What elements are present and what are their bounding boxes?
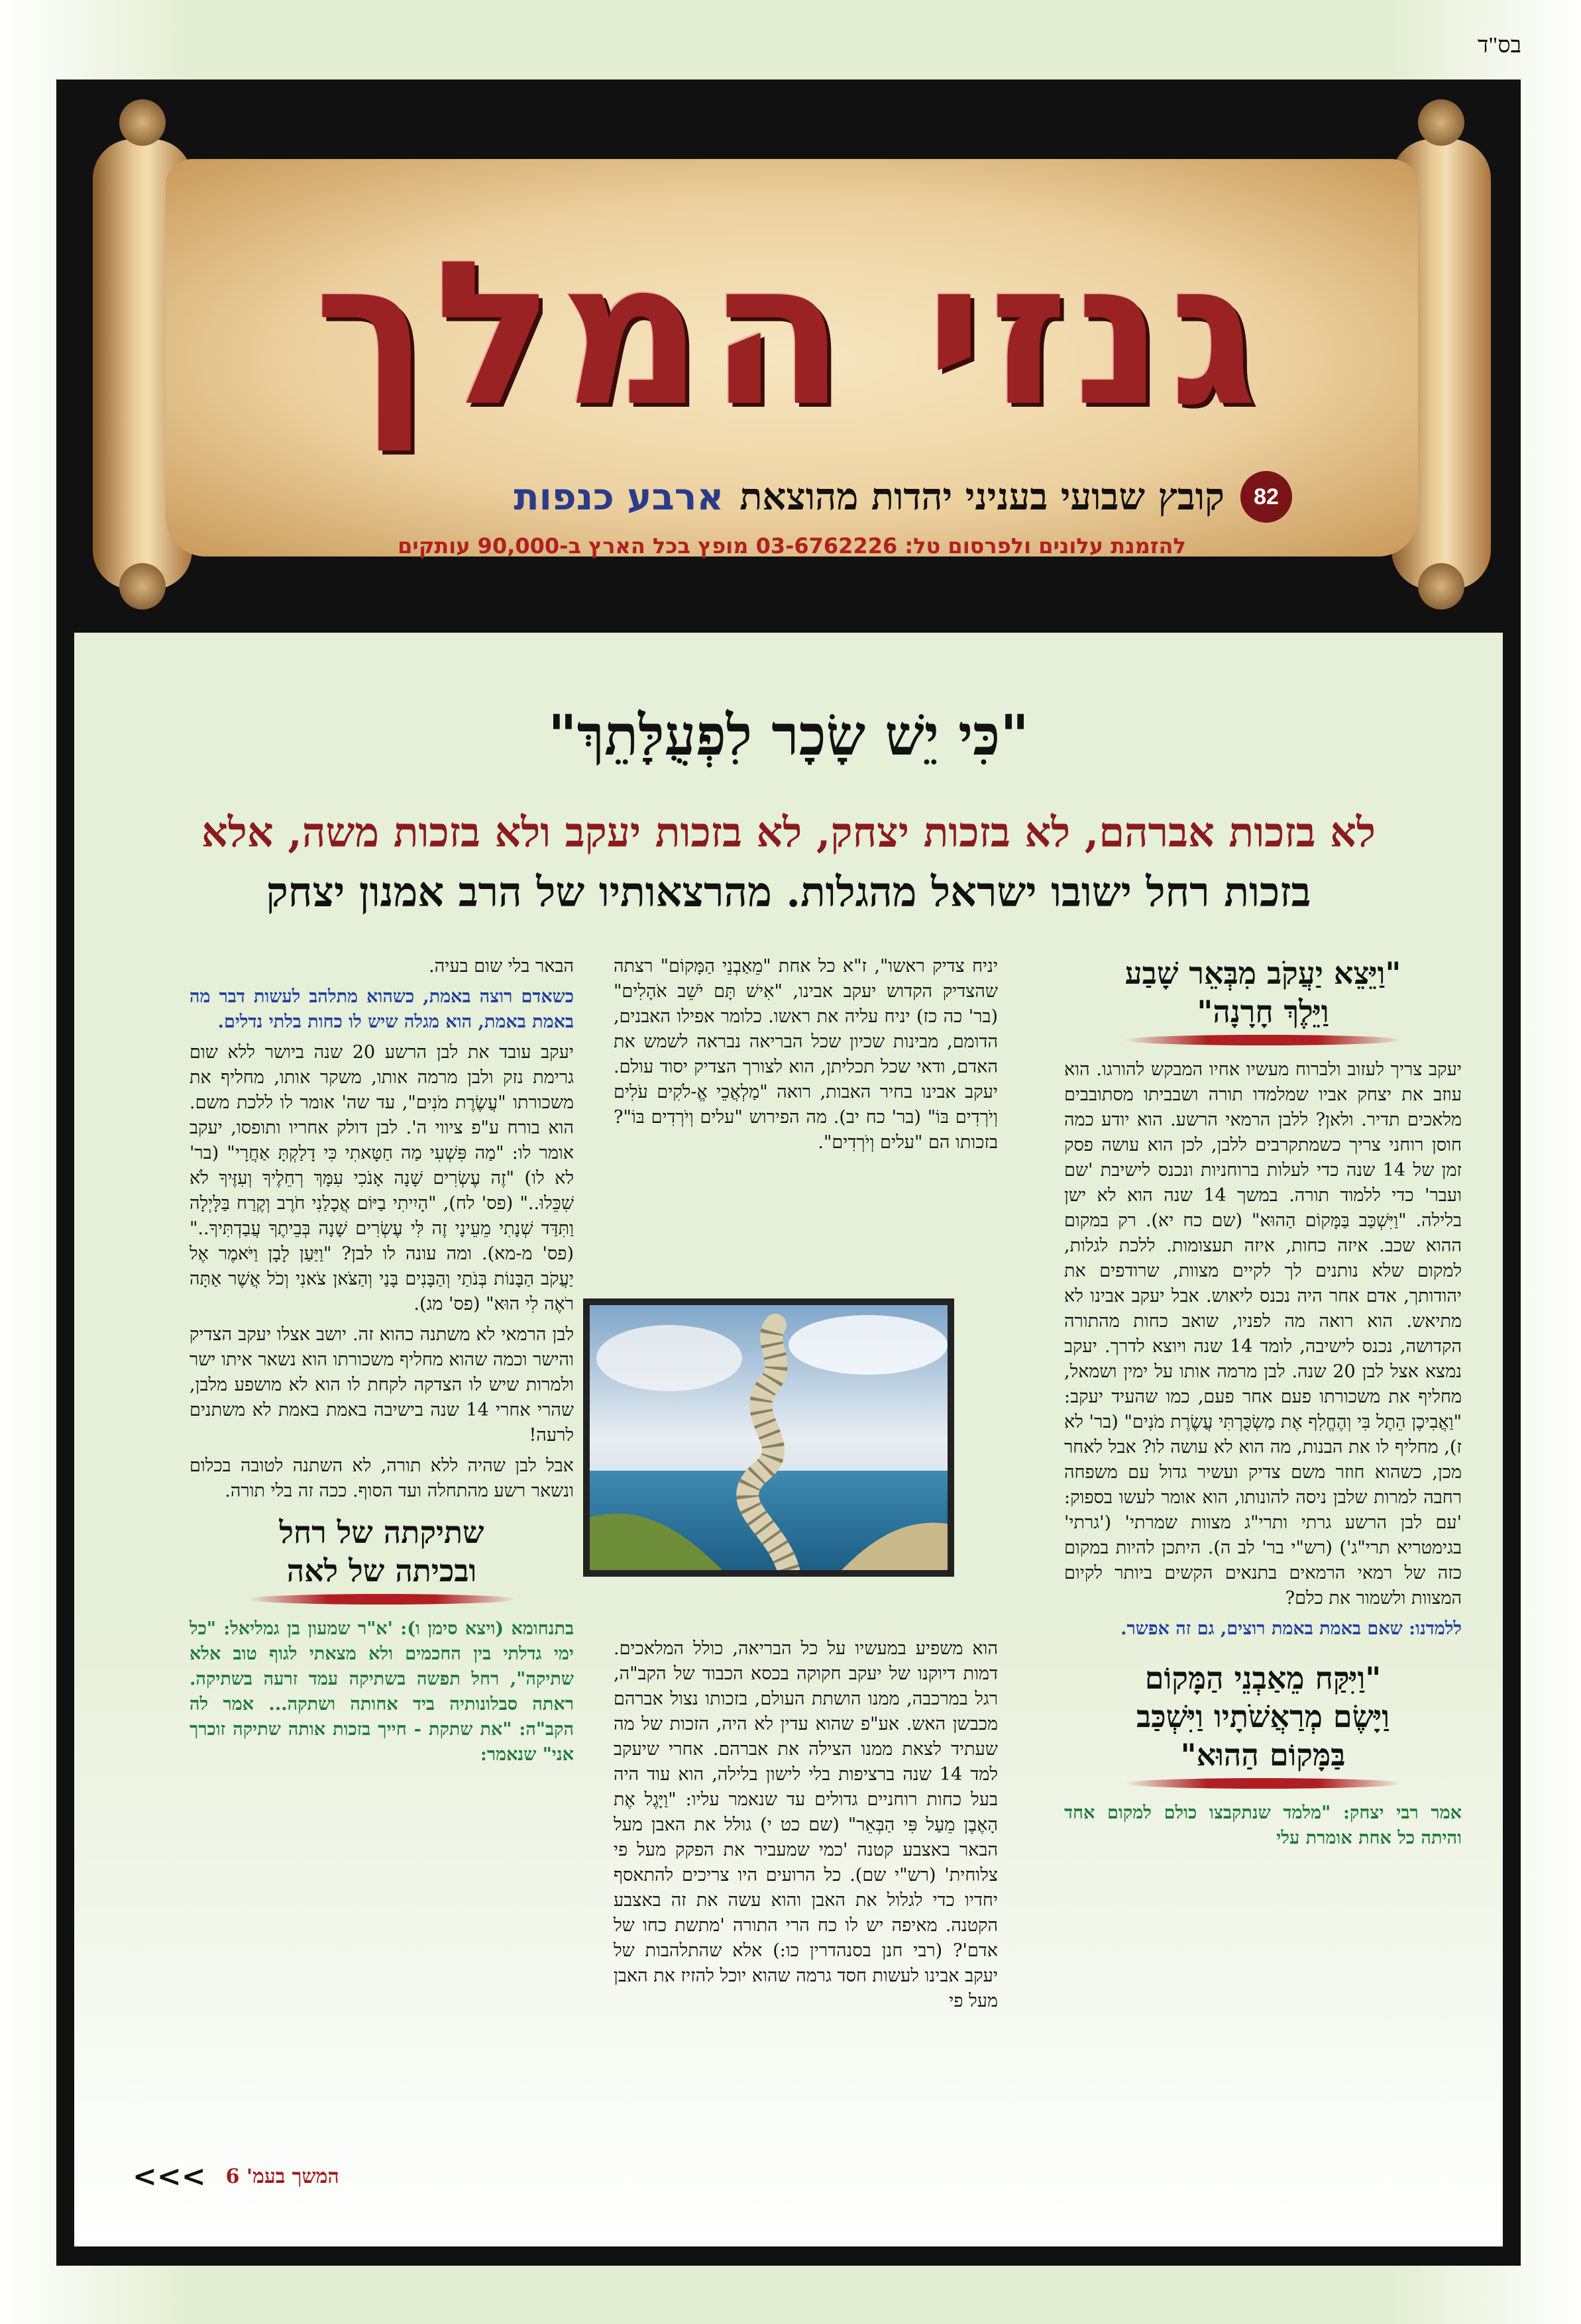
- article-deck-line-2: בזכות רחל ישובו ישראל מהגלות. מהרצאותיו של הרב אמנון יצחק: [266, 868, 1311, 916]
- scroll-knob-icon: [1418, 563, 1464, 609]
- article-deck-line-1: לא בזכות אברהם, לא בזכות יצחק, לא בזכות יעקב ולא בזכות משה, אלא: [201, 808, 1376, 857]
- continued-label: המשך בעמ' 6: [225, 2165, 339, 2188]
- section-heading-line: וַיָּשֶׂם מְרַאֲשֹׁתָיו וַיִּשְׁכַּב: [1136, 1699, 1390, 1734]
- heading-underline-swoosh: [247, 1594, 516, 1605]
- paragraph: יעקב עובד את לבן הרשע 20 שנה ביושר ללא שום גרימת נזק ולבן מרמה אותו, משקר אותו, מחליף את משכורתו "עֲשֶׂרֶת מֹנִים", עד שה' אומר לו ללכת משם. הוא בורח ע"פ ציווי ה'. לבן דולק אחריו ותופסו, יעקב אומר לו: "מַה פִּשְׁעִי מַה חַטָּאתִי כִּי דָלַקְתָּ אַחֲרָי" (בר' לא לו) "זֶה עֶשְׂרִים שָׁנָה אָנֹכִי עִמָּךְ רְחֵלֶיךָ וְעִזֶּיךָ לֹא שִׁכֵּלוּ.." (פס' לח), "הָיִיתִי בַיּוֹם אֲכָלַנִי חֹרֶב וְקֶרַח בַּלָּיְלָה וַתִּדַּד שְׁנָתִי מֵעֵינָי זֶה לִּי עֶשְׂרִים שָׁנָה בְּבֵיתֶךָ עֲבַדְתִּיךָ.." (פס' מ-מא). ומה עונה לו לבן? "וַיַּעַן לָבָן וַיֹּאמֶר אֶל יַעֲקֹב הַבָּנוֹת בְּנֹתַי וְהַבָּנִים בָּנַי וְהַצֹּאן צֹאנִי וְכֹל אֲשֶׁר אַתָּה רֹאֶה לִי הוּא" (פס' מג).: [190, 1042, 574, 1314]
- paragraph-highlight: ללמדנו: שאם באמת באמת רוצים, גם זה אפשר.: [1120, 1618, 1462, 1639]
- section-heading: [1064, 954, 1462, 1031]
- scroll-knob-icon: [1418, 99, 1464, 146]
- heading-underline-swoosh: [1124, 1778, 1402, 1789]
- section-heading-line: ובכיתה של לאה: [286, 1553, 477, 1589]
- section-heading: [190, 1513, 574, 1590]
- masthead-subtitle: קובץ שבועי בעניני יהדות מהוצאת: [739, 475, 1225, 519]
- column-middle-lower: [614, 1636, 998, 2019]
- paragraph: הוא משפיע במעשיו על כל הבריאה, כולל המלאכים. דמות דיוקנו של יעקב חקוקה בכסא הכבוד של הקב"ה, רגל במרכבה, ממנו הושתת העולם, בזכותו נצול אברהם מכבשן האש. אע"פ שהוא עדין לא היה, הזכות של מה שעתיד לצאת ממנו הצילה את אברהם. אחרי שיעקב למד 14 שנה ברציפות בלי לישון בלילה, הוא עוד היה בעל כחות רוחניים גדולים עד שנאמר עליו: "וַיָּגֶל אֶת הָאֶבֶן מֵעַל פִּי הַבְּאֵר" (שם כט י) גולל את האבן מעל הבאר באצבע קטנה 'כמי שמעביר את הפקק מעל פי צלוחית' (רש"י שם). כל הרועים היו צריכים להתאסף יחדיו כדי לגלול את האבן והוא עשה את זה באצבע הקטנה. מאיפה יש לו כח הרי התורה 'מתשת כחו של אדם'? (רבי חנן בסנהדרין כו:) אלא שהתלהבות של יעקב אבינו לעשות חסד גרמה שהוא יוכל להזיז את האבן מעל פי: [614, 1638, 999, 2011]
- corner-mark: בס"ד: [1478, 33, 1521, 58]
- section-heading-line: "וַיֵּצֵא יַעֲקֹב מִבְּאֵר שָׁבַע: [1124, 955, 1401, 991]
- stairway-illustration: [583, 1298, 954, 1577]
- publisher-logo: ארבע כנפות: [514, 475, 724, 519]
- section-heading: [1064, 1659, 1462, 1774]
- issue-number-badge: 82: [1240, 471, 1292, 523]
- paragraph: בתנחומא (ויצא סימן ו): 'א"ר שמעון בן גמליאל: "כל ימי גדלתי בין החכמים ולא מצאתי לגוף טוב אלא שתיקה", רחל תפשה בשתיקה עמד זרעה בשתיקה. ראתה סבלונותיה ביד אחותה ושתקה... אמר לה הקב"ה: "את שתקת - חייך בזכות אותה שתיקה זוכרך אני" שנאמר:: [190, 1618, 574, 1765]
- column-middle: [614, 954, 998, 1161]
- continued-on: [133, 2160, 339, 2193]
- paragraph: יניח צדיק ראשו", ז"א כל אחת "מֵאַבְנֵי הַמָּקוֹם" רצתה שהצדיק הקדוש יעקב אבינו, "אִישׁ תָּם יֹשֵׁב אֹהָלִים" (בר' כה כז) יניח עליה את ראשו. כלומר אפילו האבנים, הדומם, מבינות שכיון שכל הבריאה נבראה לשמש את האדם, ודאי שכל תכליתן, הוא לצורך הצדיק יסוד עולם. יעקב אבינו בחיר האבות, רואה "מַלְאֲכֵי אֱ-לֹקִים עֹלִים וְיֹרְדִים בּוֹ" (בר' כח יב). מה הפירוש "עלים וְיֹרְדִים בּוֹ"? בזכותו הם "עלים וְיֹרְדִים".: [614, 956, 998, 1153]
- section-heading-line: שתיקתה של רחל: [279, 1514, 484, 1550]
- heading-underline-swoosh: [1124, 1035, 1402, 1045]
- column-right: [1064, 954, 1462, 1856]
- paragraph: יעקב צריך לעזוב ולברוח מעשיו אחיו המבקש להורגו. הוא עוזב את יצחק אביו שמלמדו תורה ושבביתו מסתובבים מלאכים תדיר. ולאן? ללבן הרמאי הרשע. הוא יודע כמה חוסן רוחני צריך כשמתקרבים ללבן, לכן הוא עושה פסק זמן של 14 שנה כדי לעלות ברוחניות ונכנס לישיבת 'שם ועבר' כדי ללמוד תורה. במשך 14 שנה הוא לא ישן בלילה. "וַיִּשְׁכַּב בַּמָּקוֹם הַהוּא" (שם כח יא). רק במקום ההוא שכב. איזה כחות, איזה תעצומות. ללכת לגלות, למקום שלא נותנים לך לקיים מצוות, שרודפים את יהודותך, אדם אחר היה נכנס ליאוש. אבל יעקב אבינו לא מתיאש. הוא רואה מה לפניו, שואב כחות מהתורה הקדושה, נכנס לישיבה, לומד 14 שנה ויוצא לדרך. יעקב נמצא אצל לבן 20 שנה. לבן מרמה אותו על ימין ושמאל, מחליף את משכורתו פעם אחר פעם, כמו שהעיד יעקב: "וַאֲבִיכֶן הֵתֶל בִּי וְהֶחֱלִף אֶת מַשְׂכֻּרְתִּי עֲשֶׂרֶת מֹנִים" (בר' לא ז), מחליף לו את הבנות, מה הוא לא עושה לו? אבל לאחר מכן, כשהוא חוזר משם צדיק ועשיר גדול עם משפחה רחבה למרות שלבן ניסה להונותו, הוא אומר לעשו בספוק: 'עם לבן הרשע גרתי ותרי"ג מצוות שמרתי' ('גרתי' בגימטריא תרי"ג') (רש"י בר' לב ה). היתכן להיות במקום כזה של רמאי הרמאים בתנאים הקשים ביותר לקיום המצוות ולשמור את כלם?: [1064, 1059, 1462, 1609]
- paragraph: אבל לבן שהיה ללא תורה, לא השתנה לטובה בכלום ונשאר רשע מהתחלה ועד הסוף. ככה זה בלי תורה.: [190, 1455, 574, 1501]
- scroll-knob-icon: [119, 99, 166, 146]
- scroll-knob-icon: [119, 563, 166, 609]
- section-heading-line: וַיֵּלֶךְ חָרָנָה": [1197, 994, 1329, 1030]
- masthead-title: גנזי המלך: [313, 219, 1264, 450]
- paragraph: אמר רבי יצחק: "מלמד שנתקבצו כולם למקום אחד והיתה כל אחת אומרת עלי: [1064, 1803, 1462, 1848]
- masthead-scroll: [93, 99, 1491, 603]
- paragraph: הבאר בלי שום בעיה.: [429, 956, 574, 977]
- section-heading-line: "וַיִּקַּח מֵאַבְנֵי הַמָּקוֹם: [1144, 1660, 1382, 1696]
- paragraph: לבן הרמאי לא משתנה כהוא זה. יושב אצלו יעקב הצדיק והישר וכמה שהוא מחליף משכורתו הוא נשאר איתו ישר ולמרות שיש לו הצדקה לקחת לו הוא לא מושפע מלבן, שהרי אחרי 14 שנה בישיבה באמת באמת לא משתנים לרעה!: [190, 1324, 574, 1446]
- masthead-subtitle-row: [298, 470, 1292, 523]
- article-headline: "כִּי יֵשׁ שָׂכָר לִפְעֻלָּתֵךְ": [548, 702, 1029, 768]
- continue-arrows-icon: <<<: [133, 2160, 206, 2193]
- section-heading-line: בַּמָּקוֹם הַהוּא": [1180, 1737, 1346, 1773]
- column-left: [190, 954, 574, 1773]
- paragraph-highlight: כשאדם רוצה באמת, כשהוא מתלהב לעשות דבר מה באמת באמת, הוא מגלה שיש לו כחות בלתי נדלים.: [190, 986, 574, 1032]
- masthead-contact: להזמנת עלונים ולפרסום טל: 03-6762226 מופץ בכל הארץ ב-90,000 עותקים: [398, 533, 1186, 558]
